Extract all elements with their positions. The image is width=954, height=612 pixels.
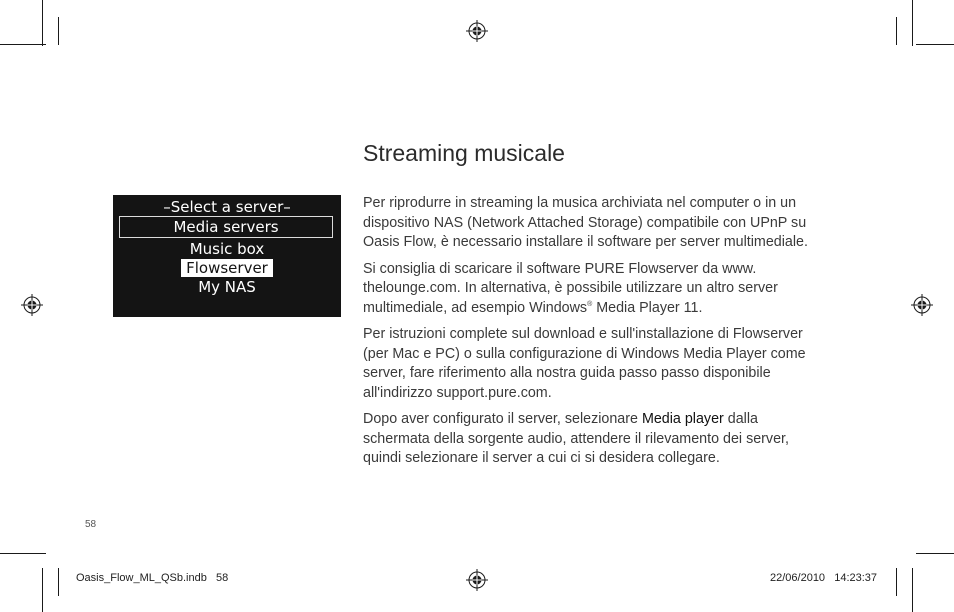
registration-mark-icon (466, 569, 488, 591)
screen-item-flowserver (113, 259, 341, 278)
registration-mark-icon (21, 294, 43, 316)
section-title: Streaming musicale (363, 140, 565, 166)
crop-mark-top-right-v2 (896, 17, 897, 45)
text-line: Per riprodurre in streaming la musica archiviata nel computer o in un (363, 195, 797, 211)
body-text (363, 194, 843, 476)
text-line: dispositivo NAS (Network Attached Storage) compatibile con UPnP su (363, 214, 807, 231)
registration-mark-icon (466, 20, 488, 42)
paragraph-1 (363, 194, 843, 253)
device-screen (113, 195, 341, 317)
text-line: schermata della sorgente audio, attendere il rilevamento dei server, (363, 430, 789, 447)
text-line: Si consiglia di scaricare il software PURE Flowserver da www. (363, 260, 757, 277)
crop-mark-top-left-v2 (58, 17, 59, 45)
text-segment: Dopo aver configurato il server, selezionare (363, 411, 642, 427)
paragraph-4 (363, 410, 843, 469)
paragraph-2 (363, 260, 843, 319)
text-line: (per Mac e PC) o sulla configurazione di Windows Media Player come (363, 345, 806, 362)
footer-file-info: Oasis_Flow_ML_QSb.indb 58 (76, 572, 229, 584)
screen-boxed-item: Media servers (119, 216, 333, 238)
footer-datetime: 22/06/2010 14:23:37 (770, 572, 878, 584)
screen-selected-item: Flowserver (181, 259, 273, 277)
crop-mark-bottom-left-h (0, 553, 46, 554)
text-line: thelounge.com. In alternativa, è possibile utilizzare un altro server (363, 280, 778, 296)
text-line: quindi selezionare il server a cui ci si desidera collegare. (363, 450, 720, 466)
page-number: 58 (85, 519, 97, 530)
text-line: Oasis Flow, è necessario installare il software per server multimediale. (363, 234, 808, 250)
crop-mark-bottom-left-v (42, 568, 43, 612)
text-segment: multimediale, ad esempio Windows (363, 299, 588, 316)
crop-mark-top-left-h (0, 44, 46, 45)
crop-mark-bottom-right-h (916, 553, 954, 554)
text-line (363, 299, 843, 319)
text-line (363, 410, 843, 430)
paragraph-3 (363, 325, 843, 403)
crop-mark-top-left-v (42, 0, 43, 46)
screen-item-my-nas: My NAS (198, 278, 256, 296)
crop-mark-bottom-left-v2 (58, 568, 59, 596)
screen-header: –Select a server– (163, 198, 291, 216)
media-player-highlight: Media player (641, 411, 724, 427)
text-line: Per istruzioni complete sul download e sull'installazione di Flowserver (363, 326, 803, 342)
text-line: all'indirizzo support.pure.com. (363, 384, 552, 401)
crop-mark-bottom-right-v2 (896, 568, 897, 596)
registered-symbol: ® (587, 300, 593, 308)
crop-mark-bottom-right-v (912, 568, 913, 612)
crop-mark-top-right-v (912, 0, 913, 46)
text-line: server, fare riferimento alla nostra guida passo passo disponibile (363, 365, 771, 381)
text-segment: dalla (723, 411, 758, 427)
screen-item-music-box: Music box (189, 240, 265, 258)
crop-mark-top-right-h (916, 44, 954, 45)
text-segment: Media Player 11. (592, 299, 703, 316)
registration-mark-icon (911, 294, 933, 316)
